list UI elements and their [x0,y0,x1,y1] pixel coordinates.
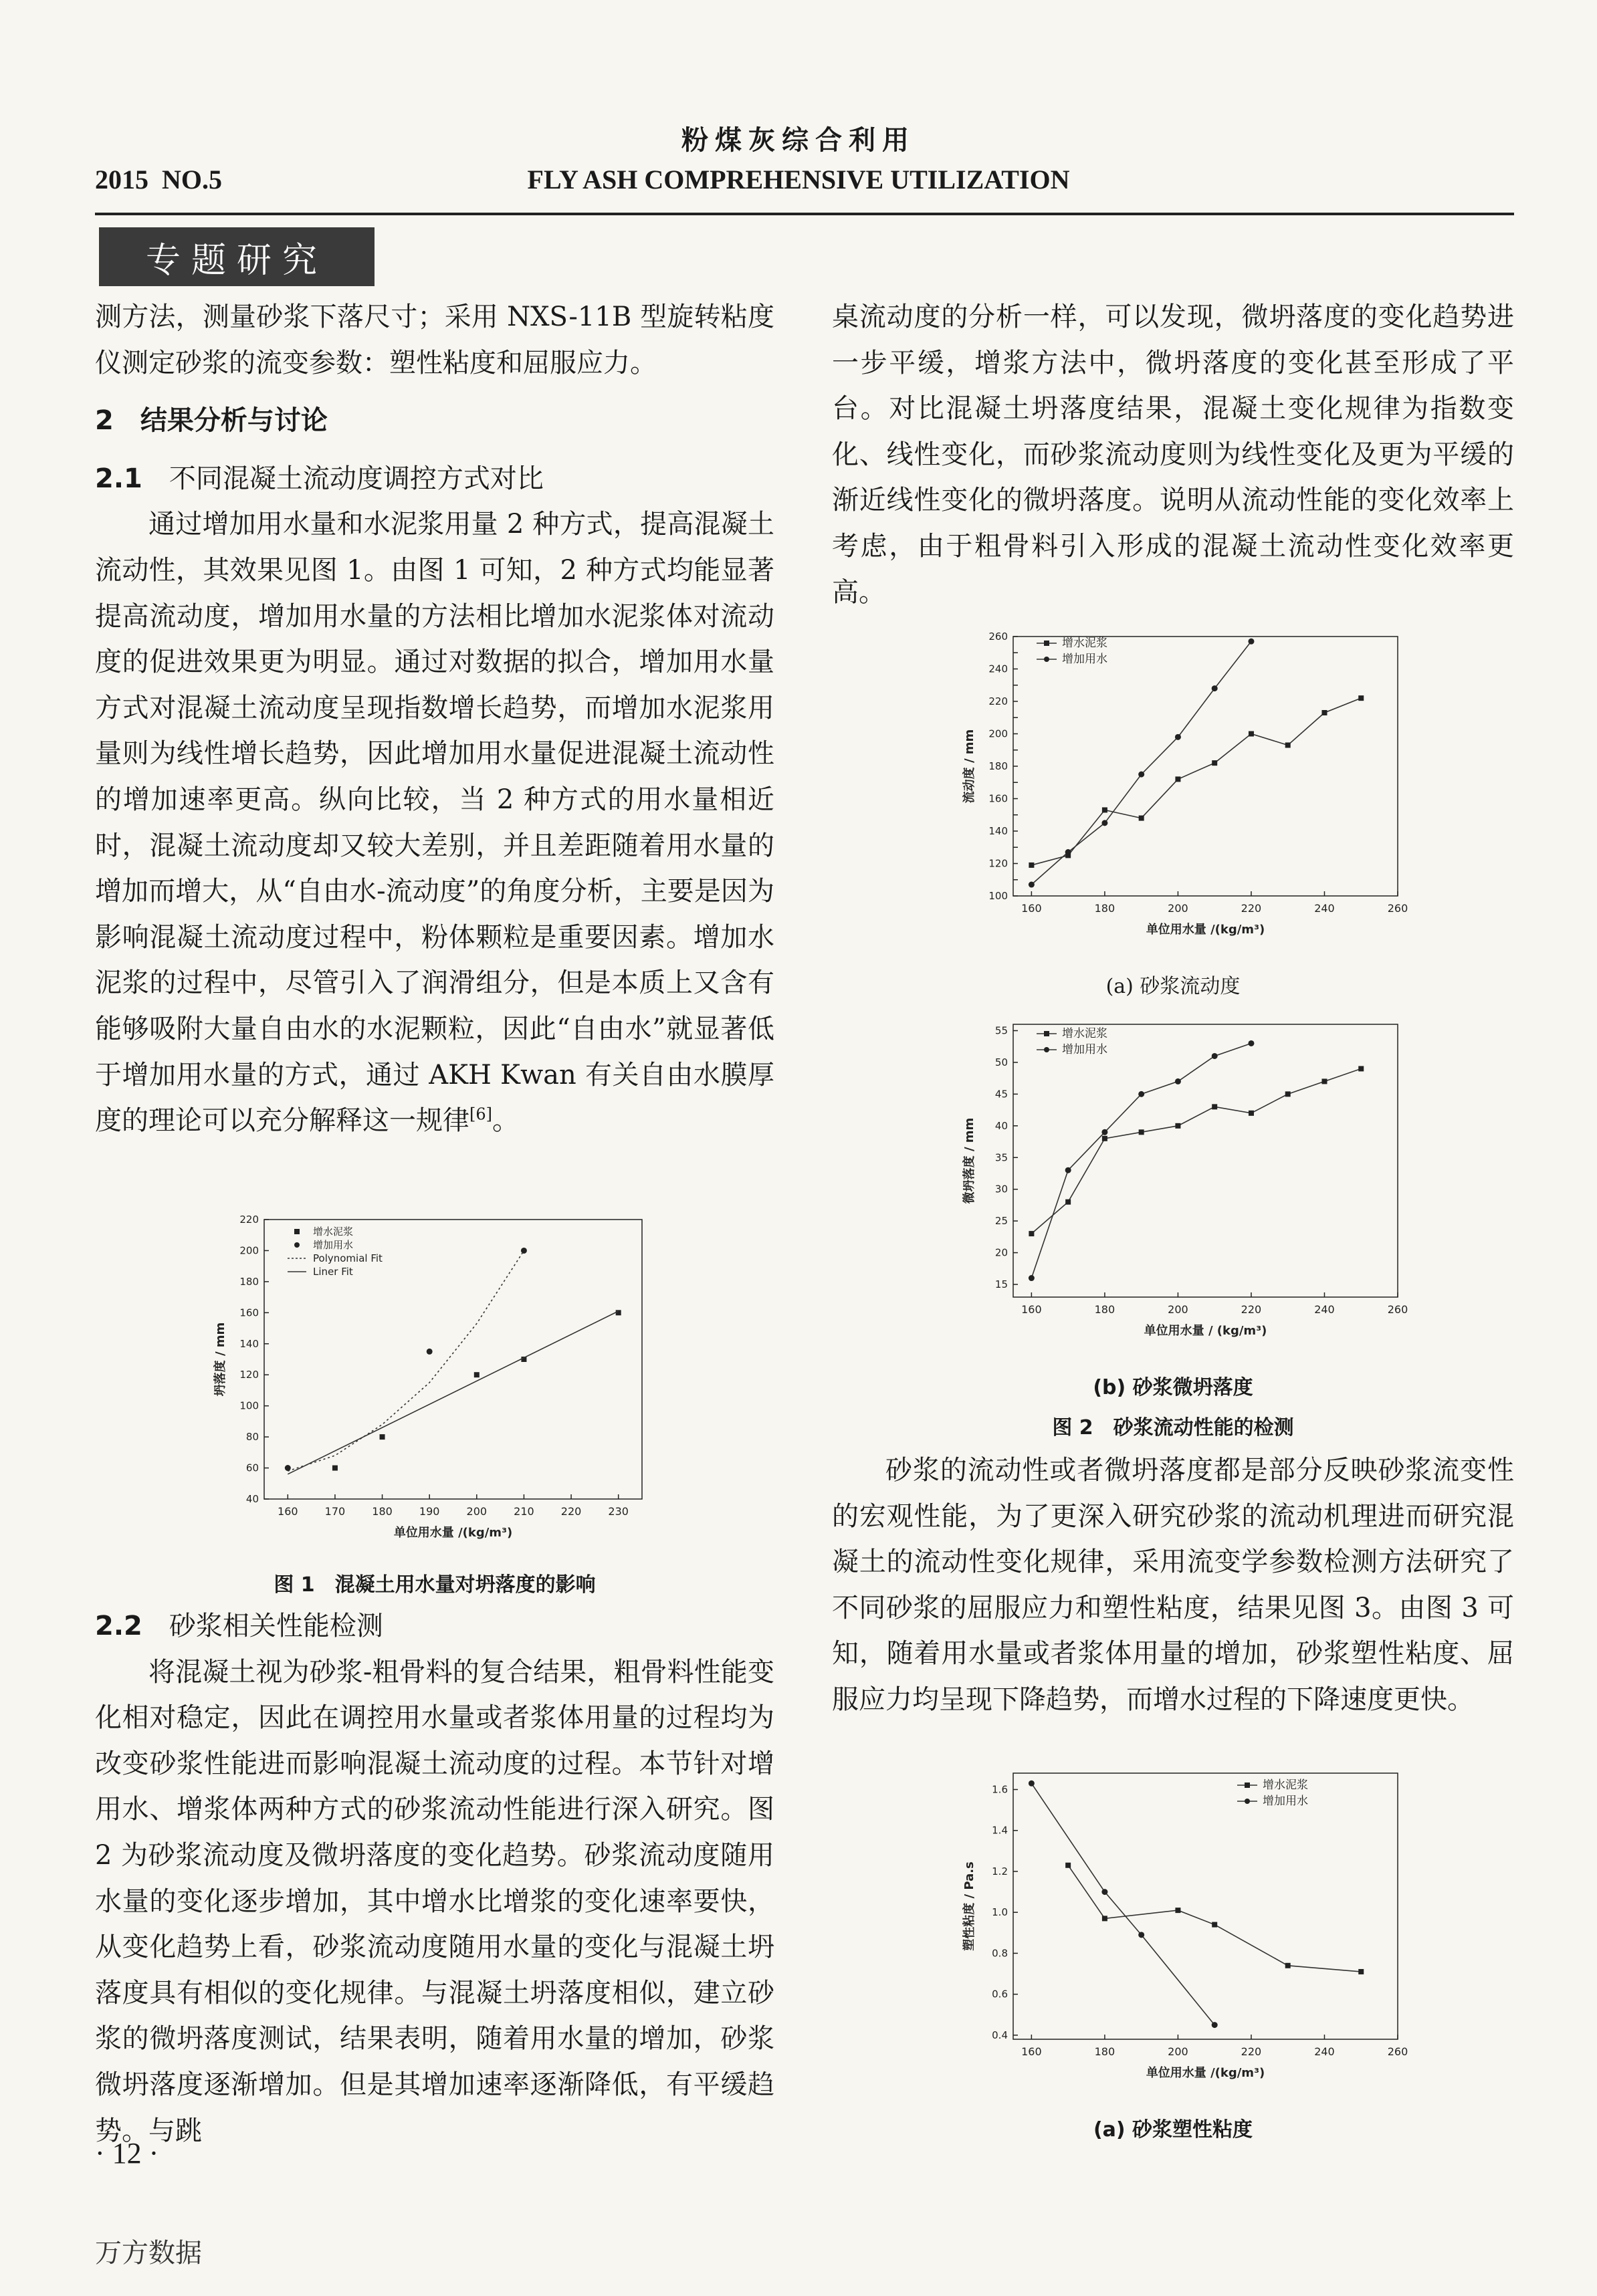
y-tick-label: 50 [994,1056,1008,1068]
data-point-circle [1212,685,1218,691]
x-tick-label: 260 [1387,1303,1408,1316]
data-point-square [1065,1863,1071,1868]
data-point-circle [1029,1781,1035,1787]
y-tick-label: 40 [245,1493,259,1505]
data-point-square [1212,760,1217,766]
data-point-circle [1138,1091,1144,1097]
data-point-square [1321,710,1327,715]
y-tick-label: 120 [239,1369,259,1381]
legend-label: Liner Fit [313,1266,353,1278]
figure-3a-caption: (a) 砂浆塑性粘度 [1093,2118,1253,2142]
data-point-square [474,1372,480,1377]
legend-label: 增水泥浆 [1062,1027,1107,1040]
data-point-circle [1212,1053,1218,1059]
x-tick-label: 190 [419,1505,440,1518]
legend-marker [294,1229,300,1234]
y-tick-label: 0.6 [992,1988,1008,2000]
legend-label: 增水泥浆 [1062,637,1107,650]
y-axis-label: 坍落度 / mm [213,1322,227,1397]
header-rule [95,213,1514,215]
y-tick-label: 45 [994,1088,1008,1101]
figure-2-caption: 图 2 砂浆流动性能的检测 [1052,1416,1294,1440]
series-line [1031,1783,1214,2025]
series-line [1031,1068,1361,1234]
subsection-heading-2-1 [95,456,774,502]
x-tick-label: 220 [1241,1303,1262,1316]
data-point-square [1065,1199,1071,1205]
data-point-square [1102,1136,1107,1141]
y-tick-label: 200 [239,1244,259,1257]
x-tick-label: 260 [1387,902,1408,915]
x-tick-label: 160 [1021,2045,1042,2058]
subsection-title: 砂浆相关性能检测 [169,1611,383,1641]
y-tick-label: 0.8 [992,1947,1008,1960]
data-point-square [1358,695,1364,701]
y-tick-label: 55 [994,1024,1008,1037]
data-point-square [1212,1922,1217,1928]
x-tick-label: 230 [608,1505,629,1518]
figure-1-caption: 图 1 混凝土用水量对坍落度的影响 [274,1573,596,1597]
x-tick-label: 220 [1241,2045,1262,2058]
data-point-square [380,1434,385,1440]
y-tick-label: 1.0 [992,1906,1008,1919]
series-line [288,1311,618,1474]
subsection-heading-2-2 [95,1603,774,1649]
data-point-square [1321,1078,1327,1084]
x-tick-label: 160 [278,1505,298,1518]
legend-label: Polynomial Fit [313,1252,383,1264]
x-tick-label: 160 [1021,1303,1042,1316]
data-point-square [1358,1066,1364,1071]
data-point-circle [1138,1932,1144,1938]
x-tick-label: 210 [514,1505,534,1518]
data-point-square [1175,1908,1180,1913]
y-tick-label: 120 [988,857,1008,870]
issue-number: 2015 NO.5 [95,164,222,195]
x-tick-label: 220 [1241,902,1262,915]
data-point-circle [1065,1167,1071,1173]
data-point-square [1102,807,1107,812]
y-tick-label: 200 [988,727,1008,740]
data-point-circle [1029,882,1035,888]
legend-label: 增加用水 [1062,653,1107,666]
y-tick-label: 220 [239,1214,259,1226]
left-paragraph-2: 将混凝土视为砂浆-粗骨料的复合结果，粗骨料性能变化相对稳定，因此在调控用水量或者浆体用量的过程均为改变砂浆性能进而影响混凝土流动度的过程。本节针对增用水、增浆体两种方式的砂浆流动性能进行深入研究。图 2 为砂浆流动度及微坍落度的变化趋势。砂浆流动度随用水量的变化逐步增加，其中增水比增浆的变化速率要快，从变化趋势上看，砂浆流动度随用水量的变化与混凝土坍落度具有相似的变化规律。与混凝土坍落度相似，建立砂浆的微坍落度测试，结果表明，随着用水量的增加，砂浆微坍落度逐渐增加。但是其增加速率逐渐降低，有平缓趋势。与跳 [95,1656,774,2146]
y-tick-label: 100 [988,890,1008,902]
y-tick-label: 60 [245,1462,259,1474]
data-point-square [1249,1111,1254,1116]
data-point-circle [1175,1078,1181,1084]
left-paragraph-1-end: 。 [492,1105,519,1137]
y-tick-label: 1.2 [992,1865,1008,1877]
plot-frame [1013,1024,1398,1297]
x-tick-label: 180 [1094,1303,1115,1316]
data-point-circle [1212,2022,1218,2028]
y-tick-label: 160 [988,792,1008,805]
data-point-square [616,1310,621,1315]
y-axis-label: 流动度 / mm [962,729,976,804]
legend-marker [294,1242,300,1248]
data-point-circle [1101,820,1107,826]
data-point-circle [285,1465,291,1471]
x-tick-label: 240 [1314,1303,1335,1316]
figure-2b-caption: (b) 砂浆微坍落度 [1093,1376,1253,1399]
x-axis-label: 单位用水量 /(kg/m³) [1146,2066,1265,2080]
figure-1-chart [201,1212,655,1559]
y-tick-label: 15 [994,1278,1008,1291]
y-tick-label: 220 [988,695,1008,707]
y-tick-label: 1.6 [992,1783,1008,1796]
left-paragraph-0: 测方法，测量砂浆下落尺寸；采用 NXS-11B 型旋转粘度仪测定砂浆的流变参数：塑性粘度和屈服应力。 [95,302,774,378]
figure-3a-chart [950,1765,1418,2099]
x-axis-label: 单位用水量 / (kg/m³) [1144,1324,1267,1338]
y-tick-label: 180 [988,760,1008,772]
legend-marker [1245,1799,1250,1804]
data-point-circle [1138,772,1144,778]
legend-marker [1044,641,1049,646]
x-tick-label: 200 [1168,1303,1188,1316]
y-tick-label: 140 [239,1337,259,1350]
legend-label: 增加用水 [1062,1043,1107,1056]
data-point-square [1175,776,1180,782]
legend-label: 增水泥浆 [1263,1778,1308,1792]
series-line [1068,1865,1361,1972]
subsection-number: 2.1 [95,463,142,494]
plot-frame [1013,1773,1398,2039]
y-tick-label: 30 [994,1183,1008,1195]
figure-2a-caption: (a) 砂浆流动度 [1105,975,1241,998]
data-point-square [1029,863,1034,868]
y-axis-label: 塑性粘度 / Pa.s [962,1861,976,1951]
data-point-square [1175,1123,1180,1129]
x-tick-label: 220 [560,1505,582,1518]
data-point-square [1285,1091,1291,1097]
journal-title-cn: 粉煤灰综合利用 [681,124,916,156]
legend-marker [1245,1783,1250,1788]
x-tick-label: 160 [1021,902,1042,915]
y-tick-label: 20 [994,1246,1008,1259]
y-axis-label: 微坍落度 / mm [962,1117,976,1204]
left-paragraph-1-text: 通过增加用水量和水泥浆用量 2 种方式，提高混凝土流动性，其效果见图 1。由图 1 可知，2 种方式均能显著提高流动度，增加用水量的方法相比增加水泥浆体对流动度的促进效果更为明显。通过对数据的拟合，增加用水量方式对混凝土流动度呈现指数增长趋势，而增加水泥浆用量则为线性增长趋势，因此增加用水量促进混凝土流动性的增加速率更高。纵向比较，当 2 种方式的用水量相近时，混凝土流动度却又较大差别，并且差距随着用水量的增加而增大，从“自由水-流动度”的角度分析，主要是因为影响混凝土流动度过程中，粉体颗粒是重要因素。增加水泥浆的过程中，尽管引入了润滑组分，但是本质上又含有能够吸附大量自由水的水泥颗粒，因此“自由水”就显著低于增加用水量的方式，通过 AKH Kwan 有关自由水膜厚度的理论可以充分解释这一规律 [95,509,774,1137]
left-column [95,294,774,1144]
data-point-square [332,1466,338,1471]
x-tick-label: 200 [1168,902,1188,915]
x-tick-label: 200 [466,1505,488,1518]
x-tick-label: 240 [1314,2045,1335,2058]
subsection-title: 不同混凝土流动度调控方式对比 [169,463,544,494]
series-line [1031,698,1361,865]
right-column [832,294,1514,615]
data-point-square [1102,1916,1107,1921]
y-tick-label: 260 [988,630,1008,643]
left-paragraph-1 [95,501,774,1143]
data-point-circle [1101,1889,1107,1895]
legend-label: 增加用水 [313,1239,354,1251]
subsection-number: 2.2 [95,1611,142,1641]
data-point-square [1358,1969,1364,1974]
data-point-circle [1175,734,1181,740]
data-point-circle [427,1349,433,1355]
data-point-square [1029,1231,1034,1236]
y-tick-label: 1.4 [992,1824,1008,1837]
x-tick-label: 200 [1168,2045,1188,2058]
legend-label: 增水泥浆 [313,1226,354,1238]
data-point-circle [1065,849,1071,855]
data-point-circle [1248,1040,1254,1046]
figure-2b-chart [950,1016,1418,1357]
legend-marker [1044,657,1049,662]
page-number: · 12 · [95,2137,159,2170]
data-point-circle [521,1248,527,1254]
citation-ref: [6] [469,1105,492,1124]
x-tick-label: 180 [1094,902,1115,915]
x-tick-label: 170 [324,1505,346,1518]
data-point-square [1285,1963,1291,1968]
legend-marker [1044,1031,1049,1036]
figure-2a-chart [950,628,1418,956]
x-tick-label: 260 [1387,2045,1408,2058]
y-tick-label: 80 [245,1431,259,1444]
database-watermark: 万方数据 [95,2238,202,2269]
legend-label: 增加用水 [1263,1795,1308,1808]
y-tick-label: 100 [239,1399,259,1412]
y-tick-label: 240 [988,663,1008,675]
series-line [1031,641,1251,885]
journal-title-en: FLY ASH COMPREHENSIVE UTILIZATION [527,164,1070,195]
data-point-circle [1248,639,1254,645]
data-point-square [1139,1129,1144,1135]
data-point-square [1212,1104,1217,1109]
data-point-circle [1101,1129,1107,1135]
y-tick-label: 35 [994,1151,1008,1164]
x-axis-label: 单位用水量 /(kg/m³) [393,1526,513,1540]
y-tick-label: 0.4 [992,2029,1008,2041]
right-paragraph-0: 桌流动度的分析一样，可以发现，微坍落度的变化趋势进一步平缓，增浆方法中，微坍落度的变化甚至形成了平台。对比混凝土坍落度结果，混凝土变化规律为指数变化、线性变化，而砂浆流动度则为线性变化及更为平缓的渐近线性变化的微坍落度。说明从流动性能的变化效率上考虑，由于粗骨料引入形成的混凝土流动性变化效率更高。 [832,302,1514,608]
y-tick-label: 25 [994,1215,1008,1228]
series-line [1031,1043,1251,1278]
x-tick-label: 180 [372,1505,393,1518]
x-tick-label: 180 [1094,2045,1115,2058]
y-tick-label: 140 [988,825,1008,837]
section-heading-2: 2 结果分析与讨论 [95,405,328,437]
series-line [288,1250,524,1471]
plot-frame [1013,637,1398,896]
data-point-square [1285,742,1291,748]
x-tick-label: 240 [1314,902,1335,915]
section-tag: 专题研究 [99,227,375,286]
right-column-lower [832,1448,1514,1723]
legend-marker [1044,1047,1049,1052]
x-axis-label: 单位用水量 /(kg/m³) [1146,923,1265,937]
y-tick-label: 160 [239,1306,259,1319]
y-tick-label: 180 [239,1275,259,1288]
right-paragraph-1: 砂浆的流动性或者微坍落度都是部分反映砂浆流变性的宏观性能，为了更深入研究砂浆的流动机理进而研究混凝土的流动性变化规律，采用流变学参数检测方法研究了不同砂浆的屈服应力和塑性粘度，结果见图 3。由图 3 可知，随着用水量或者浆体用量的增加，砂浆塑性粘度、屈服应力均呈现下降趋势，而增水过程的下降速度更快。 [832,1455,1514,1715]
data-point-square [1249,731,1254,737]
y-tick-label: 40 [994,1119,1008,1132]
data-point-circle [1029,1275,1035,1281]
data-point-square [1139,816,1144,821]
left-column-lower [95,1603,774,2154]
